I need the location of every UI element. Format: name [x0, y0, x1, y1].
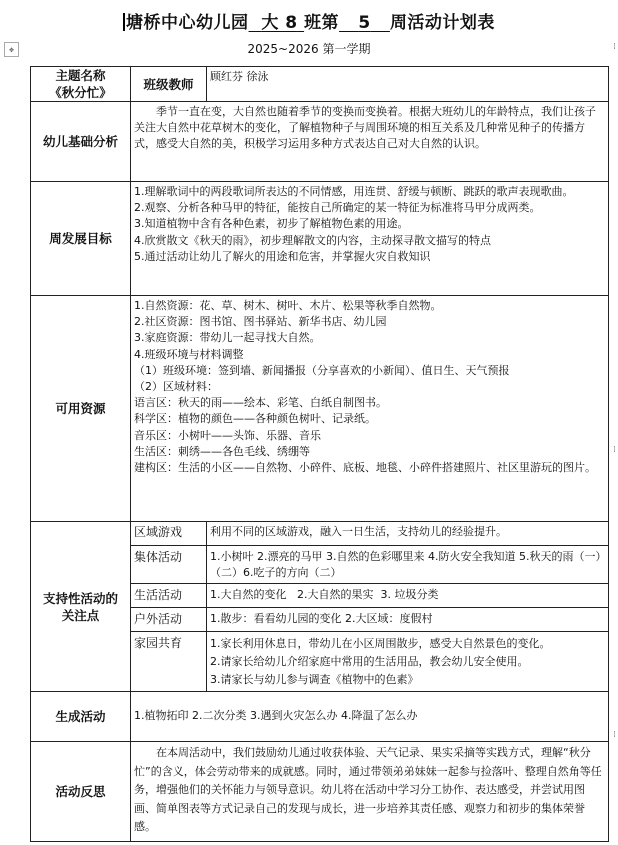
resource-item: 4.班级环境与材料调整 [134, 347, 244, 361]
term-label: 2025~2026 第一学期 [247, 42, 371, 56]
school-name: 塘桥中心幼儿园 [126, 13, 249, 33]
resource-item: 建构区：生活的小区——自然物、小碎件、底板、地毯、小碎件搭建照片、社区里游玩的图片。 [134, 461, 596, 475]
goal-item: 5.通过活动让幼儿了解火的用途和危害，并掌握火灾自救知识 [134, 249, 431, 263]
goal-item: 3.知道植物中含有各种色素，初步了解植物色素的用途。 [134, 217, 409, 231]
resource-item: 1.自然资源：花、草、树木、树叶、木片、松果等秋季自然物。 [134, 299, 442, 312]
reflection-text: 在本周活动中，我们鼓励幼儿通过收获体验、天气记录、果实采摘等实践方式，理解“秋分忙”的含义，体会劳动带来的成就感。同时，通过带领弟弟妹妹一起参与捡落叶、整理自然角等任务，增强他们的关怀能力与领导意识。幼儿将在活动中学习分工协作、表达感受，并尝试用图画、简单图表等方式记录自己的发现与成长，进一步培养其责任感、观察力和初步的集体荣誉感。 [131, 742, 609, 842]
resources-list [131, 296, 609, 522]
support-row-name: 生活活动 [131, 584, 207, 608]
side-mark-icon: ⁞ [613, 445, 616, 455]
resource-item: 科学区：植物的颜色——各种颜色树叶、记录纸。 [134, 412, 376, 426]
resource-item: （1）班级环境：签到墙、新闻播报（分享喜欢的小新闻）、值日生、天气预报 [134, 363, 510, 377]
goal-item: 4.欣赏散文《秋天的雨》，初步理解散文的内容，主动探寻散文描写的特点 [134, 233, 491, 247]
plan-table [30, 66, 609, 842]
goal-item: 2.观察、分析各种马甲的特征，能按自己所确定的某一特征为标准将马甲分成两类。 [134, 201, 541, 215]
class-name: 大 8 [261, 13, 298, 33]
title-suffix: 周活动计划表 [389, 13, 495, 33]
support-row-name: 户外活动 [131, 608, 207, 632]
analysis-label: 幼儿基础分析 [31, 102, 131, 182]
teacher-names: 顾红芬 徐泳 [207, 67, 609, 102]
support-row-content: 1.大自然的变化 2.大自然的果实 3. 垃圾分类 [207, 584, 609, 608]
reflection-label: 活动反思 [31, 742, 131, 842]
class-suffix: 班第 [304, 13, 340, 33]
support-row-content: 1.小树叶 2.漂亮的马甲 3.自然的色彩哪里来 4.防火安全我知道 5.秋天的雨（一）（二）6.吃子的方向（二） [207, 546, 609, 584]
text-cursor [123, 13, 125, 31]
support-row-name: 家园共育 [131, 632, 207, 692]
resources-label: 可用资源 [31, 296, 131, 522]
support-row-name: 集体活动 [131, 546, 207, 584]
support-row-name: 区域游戏 [131, 522, 207, 546]
support-row-content: 利用不同的区域游戏，融入一日生活，支持幼儿的经验提升。 [207, 522, 609, 546]
resource-item: （2）区域材料： [134, 380, 218, 394]
goals-label: 周发展目标 [31, 182, 131, 296]
teacher-label: 班级教师 [131, 67, 207, 102]
page-title [0, 8, 618, 33]
resource-item: 3.家庭资源：带幼儿一起寻找大自然。 [134, 331, 321, 345]
analysis-text: 季节一直在变，大自然也随着季节的变换而变换着。根据大班幼儿的年龄特点，我们让孩子关注大自然中花草树木的变化，了解植物种子与周围环境的相互关系及几种常见种子的传播方式，感受大自然的美，积极学习运用多种方式表达自己对大自然的认识。 [131, 102, 609, 182]
goals-list [131, 182, 609, 296]
support-row-content: 1.散步：看看幼儿园的变化 2.大区域：度假村 [207, 608, 609, 632]
resource-item: 2.社区资源：图书馆、图书驿站、新华书店、幼儿园 [134, 315, 387, 329]
support-label: 支持性活动的 关注点 [31, 522, 131, 692]
generated-label: 生成活动 [31, 692, 131, 742]
resource-item: 音乐区：小树叶——头饰、乐器、音乐 [134, 428, 321, 442]
move-handle-icon[interactable]: ✥ [4, 42, 19, 57]
support-row-content: 1.家长利用休息日，带幼儿在小区周围散步，感受大自然景色的变化。 2.请家长给幼儿介绍家庭中常用的生活用品，教会幼儿安全使用。 3.请家长与幼儿参与调查《植物中的色素》 [207, 632, 609, 692]
resource-item: 生活区：刺绣——各色毛线、绣绷等 [134, 444, 310, 458]
generated-text: 1.植物拓印 2.二次分类 3.遇到火灾怎么办 4.降温了怎么办 [131, 692, 609, 742]
week-number: 5 [358, 13, 371, 33]
resource-item: 语言区：秋天的雨——绘本、彩笔、白纸自制图书。 [134, 396, 387, 410]
side-mark-icon: ⁞ [613, 730, 616, 740]
theme-label: 主题名称 《秋分忙》 [31, 67, 131, 102]
side-mark-icon: ⁞ [613, 42, 616, 52]
goal-item: 1.理解歌词中的两段歌词所表达的不同情感，用连贯、舒缓与顿断、跳跃的歌声表现歌曲。 [134, 185, 574, 198]
